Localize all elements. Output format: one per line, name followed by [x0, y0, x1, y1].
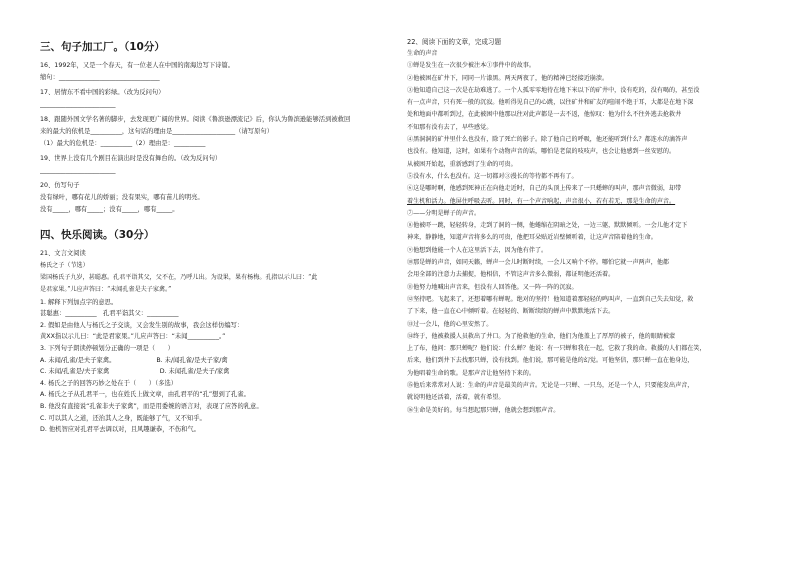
- question-18: 18、跟随外国文学名著的脚步，去发现更广阔的世界。阅读《鲁滨逊漂流记》后，你认为鲁滨逊能够活到被救回: [40, 116, 351, 124]
- question-16: 16、1992年，又是一个春天，有一位老人在中国的南海边写下诗篇。: [40, 62, 235, 69]
- article-para-15-cont: 就说明他还活着，活着，就有希望。: [407, 394, 505, 402]
- section-4-title: 四、快乐阅读。（30分）: [40, 229, 155, 242]
- article-para-11: ⑪他努力地喊出声音来，但没有人回答他。又一阵一阵的沉寂。: [407, 283, 578, 291]
- question-21-4-option-a: A. 杨氏之子从孔君平一，也在姓氏上做文章，由孔君平的“孔”想到了孔雀。: [40, 391, 250, 399]
- question-21-1-blanks: 甚聪惠：__________ 孔君平诣其父：__________: [40, 310, 179, 318]
- article-para-4-cont: 也没有。他知道，这时，如果有个动物声音的话，哪怕是老鼠的吱吱声，也会让他感到一丝安慰的。: [407, 148, 676, 156]
- article-para-14-cont: 为他唱着生命的歌。是那声音让他坚持下来的。: [407, 369, 535, 377]
- question-20-example: 没有绿叶，哪有花儿的娇丽；没有果实，哪有苗儿的明亮。: [40, 193, 204, 201]
- article-para-10: ⑩那是蝉的声音，如同天籁，蝉声一会儿时断时续，一会儿又响个不停。哪怕它就一声两声，他都: [407, 259, 670, 267]
- article-para-3-cont: 处和地面中都听到过，在此被困中他那以往对此声都是一去不返，他惊叹：他为什么不往外逃去抢救井: [407, 111, 682, 119]
- article-para-3-cont: 不知那有没有去了，早些感觉。: [407, 123, 493, 131]
- article-para-12: ⑫坚持吧。飞起来了，还想着哪有蝉呢。绝对的坚持！他知道着那轻轻的鸣叫声，一直到自己失去知觉，救: [407, 295, 694, 303]
- article-para-7: ⑦——分明是蝉子的声音。: [407, 209, 481, 217]
- article-para-8-cont: 神来，静静地，知道声音将多么的可贵，他把耳朵贴近岩壁倾听着，让这声音陪着他的生命。: [407, 234, 657, 242]
- article-para-14-cont: 后来，他们到井下去找那只蝉，没有找到。他们说，那可能是他的幻觉。可他坚信，那只蝉一直在他身边，: [407, 357, 694, 365]
- passage-line-2: 是君家果。”儿应声答曰：“未闻孔雀是夫子家禽。”: [40, 286, 172, 294]
- article-para-14-cont: 上了布，他问：那只蝉呢？他们说：什么蝉？他说：有一只蝉和我在一起，它救了我的命。救援的人们都在笑，: [407, 345, 706, 353]
- question-22: 22、阅读下面的文章，完成习题: [407, 38, 502, 46]
- question-21-2-blanks: 黄XX指以示儿曰：“此是君家果。”儿应声答曰：“未闻__________。”: [40, 333, 226, 341]
- article-para-9: ⑨他想到他能一个人在这里活下去，因为他有伴了。: [407, 246, 548, 254]
- article-para-5: ⑤没有水，什么也没有。这一切都对③漫长的等待都不再有了。: [407, 172, 578, 180]
- passage-line-1: 梁国杨氏子九岁，甚聪惠。孔君平诣其父，父不在，乃呼儿出。为设果，果有杨梅。孔指以示儿曰：“此: [40, 274, 318, 282]
- question-18-cont: 来的最大的依机是__________，这句话的理由是____________________（请写原句）: [40, 127, 273, 135]
- section-3-title: 三、句子加工厂。（10分）: [40, 41, 165, 53]
- article-para-8: ⑧他被吓一跳，轻轻转身，走到了洞的一侧，他蜷缩在阴暗之处，一边三躯，默默倾听。一会儿他才定下: [407, 222, 688, 230]
- question-21-3: 3. 下列句子朗读停顿划分正确的一项是（ ）: [40, 344, 174, 352]
- question-18-answers: （1）最大的危机是：__________（2）理由是：__________: [40, 139, 206, 147]
- question-21: 21、文言文阅读: [40, 250, 86, 258]
- article-para-2: ②他被困在矿井下，同同一片漆黑。两天两夜了，他的精神已经接近崩溃。: [407, 74, 609, 82]
- question-21-4-option-b: B. 他没有直接说“孔雀非夫子家禽”，而是用委婉的语言对，表现了应答的乳意。: [40, 402, 263, 410]
- article-para-1: ①蝉是发生在一次很少被注本①事件中的故事。: [407, 62, 535, 70]
- question-19: 19、世界上没有几个剧目在演出时是没有舞台的。（改为反问句）: [40, 155, 222, 163]
- question-21-1: 1. 解释下列加点字的意思。: [40, 298, 118, 306]
- right-column: [407, 36, 764, 556]
- question-17-answer-line: ________________________: [40, 100, 116, 108]
- article-para-4-cont: 从被困开始起，重新感到了生命的可贵。: [407, 160, 517, 168]
- question-20: 20、仿写句子: [40, 182, 80, 190]
- article-para-16: ⑯生命是美好的。每当想起那只蝉，他就会想到那声音。: [407, 406, 560, 414]
- question-16-answer-line: 缩句：________________________________: [40, 73, 160, 81]
- article-para-4: ④黑洞洞的矿井里什么也没有，除了死亡的影子。除了他自己的呼吸，他还能听到什么？都连水的滴答声: [407, 136, 688, 144]
- left-column: [40, 36, 365, 556]
- question-21-2: 2. 假如是由他人与杨氏之子交谈，又会发生别的故事，我会这样仿编写：: [40, 321, 244, 329]
- article-para-3-cont: 有一点声音，只有死一般的沉寂。他听得见自己的心跳，以往矿井和矿友的喧闹不绝于耳，大都是在地下深: [407, 99, 694, 107]
- article-para-6: ⑥这是哪时啊，他感到死神正在向他走近时，自己的头顶上传来了一只蟋蟀的叫声，那声音微弱，却带: [407, 185, 682, 193]
- article-para-15: ⑮他后来常常对人说：生命的声音是最美的声音。无论是一只蝉、一只鸟，还是一个人，只要能发出声音，: [407, 382, 694, 390]
- article-para-3: ③他知道自己这一次是在劫难逃了。一个人孤零零地待在地下米以下的矿井中，没有吃的，没有喝的，甚至没: [407, 86, 700, 94]
- article-para-13: ⑬过一会儿，他的心里安然了。: [407, 320, 493, 328]
- article-para-6-underlined: 着生机和活力。他屏住呼吸去听。同时，有一个声音响起，声音很小，若有若无，那是生命的声音。: [407, 197, 676, 205]
- question-21-3-options-cd: C. 未闻/孔雀是/夫子家禽 D. 未闻孔雀/是夫子/家禽: [40, 368, 230, 376]
- question-17: 17、居情东不看中国的彩绿。（改为反问句）: [40, 89, 165, 97]
- article-para-12-cont: 了下来，他一直在心中倾听着。在轻轻的、断断续续的蝉声中默默地活下去。: [407, 308, 615, 316]
- question-20-blanks: 没有_____，哪有_____；没有_____，哪有_____。: [40, 205, 179, 213]
- article-title: 生命的声音: [407, 50, 438, 57]
- passage-title: 杨氏之子（节选）: [40, 261, 89, 269]
- question-21-3-options-ab: A. 未闻/孔雀/是夫子家禽。 B. 未/闻孔雀/是夫子家/禽: [40, 356, 228, 364]
- question-19-answer-line: ________________________: [40, 166, 116, 174]
- question-21-4: 4. 杨氏之子的回答巧妙之处在于（ ）（多选）: [40, 379, 178, 387]
- article-para-14: ⑭终于，他被救援人员救出了井口。为了抢救他的生命，他们为他盖上了厚厚的被子，他的眼睛被蒙: [407, 332, 676, 340]
- question-21-4-option-d: D. 他机智应对孔君平去调以对，且风趣谦恭，不伤和气。: [40, 426, 200, 434]
- question-21-4-option-c: C. 可以其人之道，还治其人之身，既能够了气，又不知乎。: [40, 414, 206, 422]
- article-para-10-cont: 会用全部的注意力去捕捉，他相信，不管这声音多么微弱，都证明他还活着。: [407, 271, 615, 279]
